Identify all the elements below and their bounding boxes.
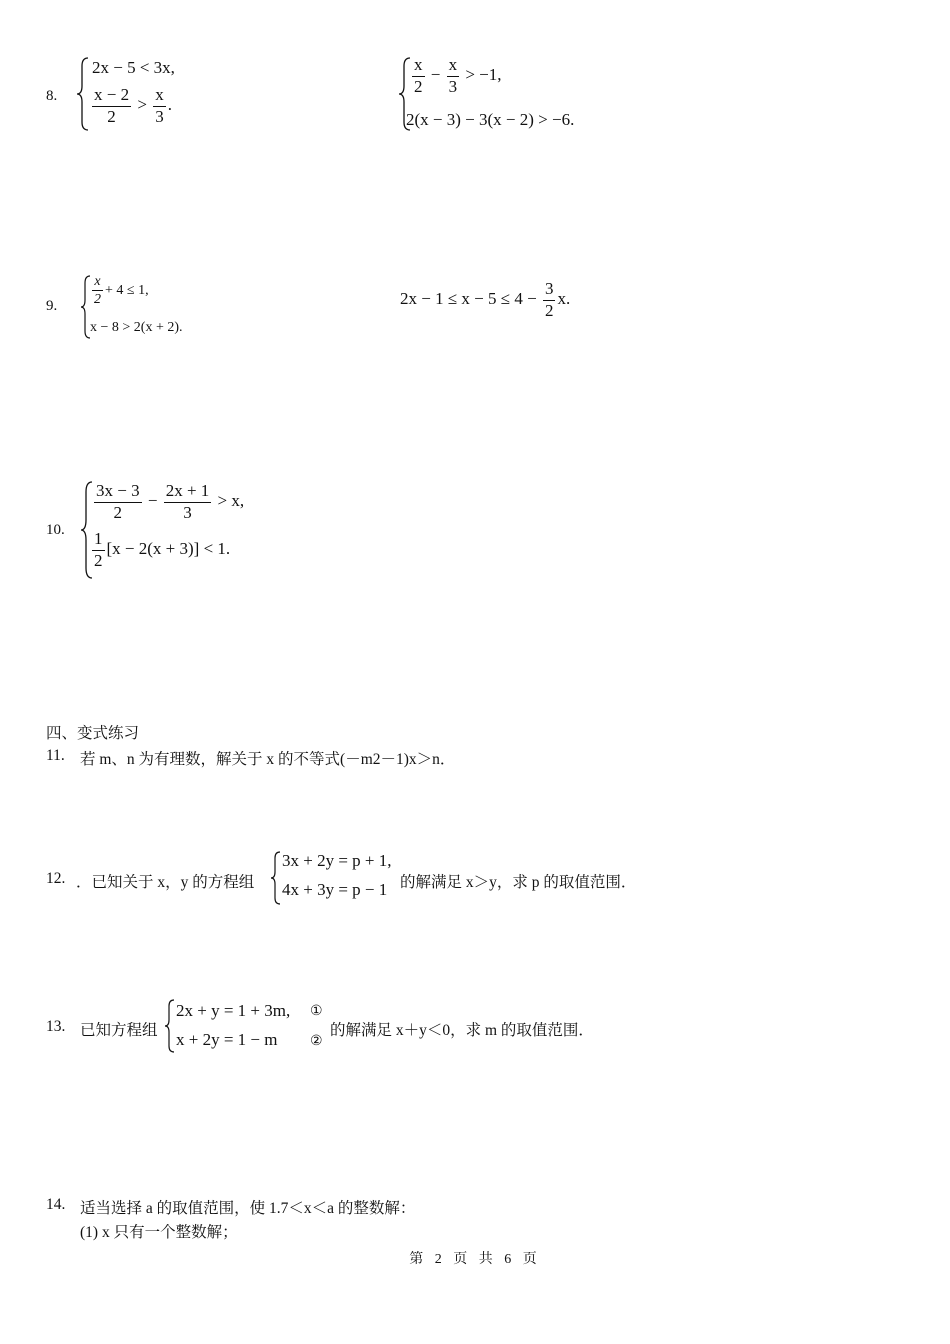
problem-12-equation-2: 4x + 3y = p − 1 — [282, 880, 388, 899]
left-brace-icon — [270, 850, 282, 906]
problem-13-equation-1: 2x + y = 1 + 3m, — [176, 1001, 291, 1020]
page-footer: 第 2 页 共 6 页 — [409, 1252, 541, 1267]
problem-8-right-line-1: $\frac{x}{2}$ − $\frac{x}{3}$ > −1, — [414, 55, 502, 96]
problem-9-left-line-1: $\frac{x}{2}$ + 4 ≤ 1, — [94, 274, 149, 308]
problem-12-number: 12. — [46, 870, 66, 887]
problem-8-left-line-2: $\frac{x - 2}{2}$ > $\frac{x}{3}$ . — [94, 85, 172, 126]
problem-9-left-line-2: x − 8 > 2(x + 2). — [90, 320, 183, 335]
problem-13-suffix: 的解满足 x＋y＜0，求 m 的取值范围． — [330, 1022, 594, 1039]
circled-one-marker: ① — [310, 1004, 323, 1019]
problem-13-number: 13. — [46, 1018, 66, 1035]
problem-13-prefix: 已知方程组 — [80, 1022, 158, 1039]
problem-14-number: 14. — [46, 1196, 66, 1213]
problem-12-equation-1: 3x + 2y = p + 1, — [282, 851, 392, 870]
problem-9-number: 9. — [46, 298, 58, 314]
left-brace-icon — [164, 998, 176, 1054]
circled-two-marker: ② — [310, 1034, 323, 1049]
problem-8-right-line-2: 2(x − 3) − 3(x − 2) > −6. — [406, 110, 575, 129]
problem-12-prefix: ．已知关于 x，y 的方程组 — [76, 874, 255, 891]
left-brace-icon — [76, 56, 90, 132]
problem-10-line-2: $\frac{1}{2}$ [x − 2(x + 3)] < 1. — [94, 529, 231, 570]
problem-9-right-inequality: 2x − 1 ≤ x − 5 ≤ 4 − $\frac{3}{2}$ x. — [400, 279, 571, 320]
problem-13-equation-2: x + 2y = 1 − m — [176, 1030, 278, 1049]
problem-12-suffix: 的解满足 x＞y，求 p 的取值范围． — [400, 874, 637, 891]
problem-8-number: 8. — [46, 88, 58, 104]
problem-14-subquestion-1: (1) x 只有一个整数解； — [80, 1224, 238, 1241]
problem-8-left-line-1: 2x − 5 < 3x, — [92, 58, 175, 77]
problem-11-number: 11. — [46, 747, 65, 764]
section-4-title: 四、变式练习 — [46, 725, 140, 742]
problem-10-number: 10. — [46, 522, 65, 538]
problem-11-text: 若 m、n 为有理数，解关于 x 的不等式(－m2－1)x＞n． — [80, 751, 456, 768]
problem-10-line-1: $\frac{3x - 3}{2}$ − $\frac{2x + 1}{3}$ > x, — [96, 481, 245, 522]
problem-14-text: 适当选择 a 的取值范围，使 1.7＜x＜a 的整数解： — [80, 1200, 416, 1217]
